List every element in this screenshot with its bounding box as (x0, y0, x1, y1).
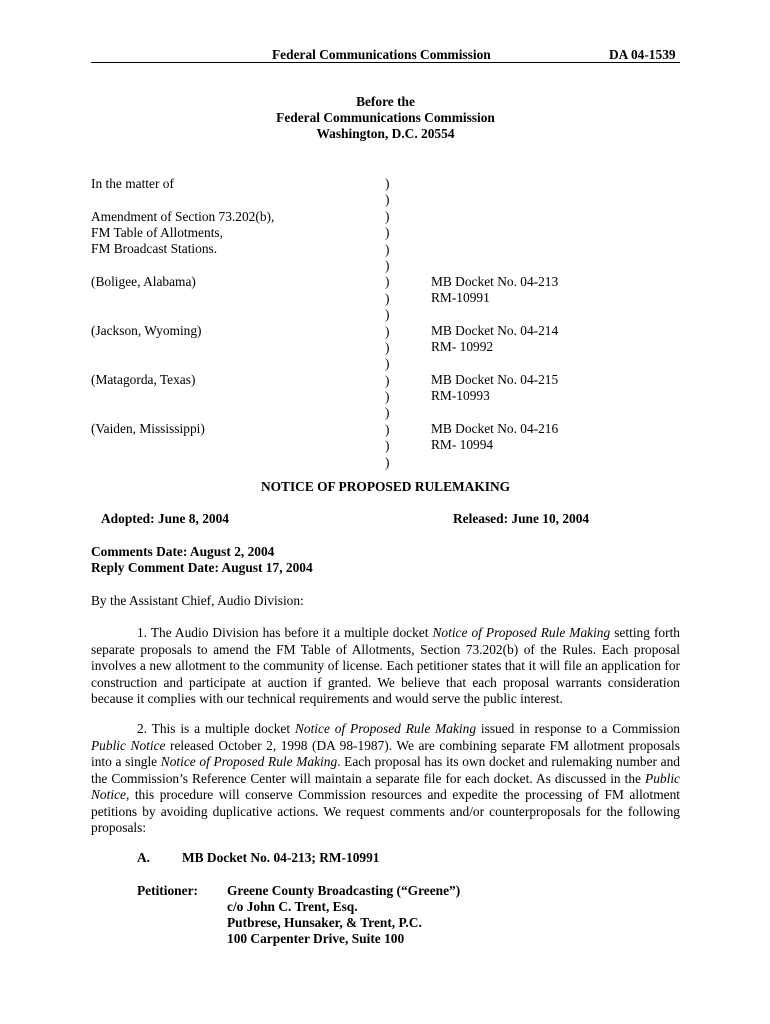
docket-boligee: MB Docket No. 04-213 (431, 274, 559, 289)
adopted-date: Adopted: June 8, 2004 (101, 511, 229, 526)
comments-date: Comments Date: August 2, 2004 (91, 544, 275, 559)
title-line-2: Federal Communications Commission (276, 110, 495, 125)
header-agency: Federal Communications Commission (272, 47, 491, 62)
paragraph-2-text: issued in response to a Commission (476, 721, 680, 736)
caption-paren: ) (385, 454, 390, 470)
caption-place-jackson: (Jackson, Wyoming) (91, 323, 202, 338)
title-line-3: Washington, D.C. 20554 (316, 126, 455, 141)
caption-paren: ) (385, 323, 390, 339)
docket-jackson: MB Docket No. 04-214 (431, 323, 559, 338)
paragraph-1-text-cont: setting forth separate proposals to amend the FM Table of Allotments, Section 73.202(b) of the Rules. Each proposal involves a new allotment to the community of license. Each petitioner states that it will file an application for construction and participate at auction if granted. We believe that each proposal warrants consideration because it complies with our technical requirements and would serve the public interest. (91, 625, 680, 706)
paragraph-1-italic: Notice of Proposed Rule Making (432, 625, 611, 640)
caption-place-matagorda: (Matagorda, Texas) (91, 372, 196, 387)
rm-matagorda: RM-10993 (431, 388, 490, 403)
caption-paren: ) (385, 208, 390, 224)
paragraph-2-text: released October 2, 1998 (DA 98-1987). We are combining separate FM allotment proposals into a single (91, 737, 680, 769)
caption-place-vaiden: (Vaiden, Mississippi) (91, 421, 205, 436)
caption-paren: ) (385, 290, 390, 306)
paragraph-2-italic: Public Notice (91, 737, 166, 753)
caption-paren: ) (385, 241, 390, 257)
paragraph-2-text: this procedure will conserve Commission resources and expedite the processing of FM allotment petitions by avoiding duplicative actions. We request comments and/or counterproposals for the following proposals: (91, 787, 680, 835)
petitioner-line-2: c/o John C. Trent, Esq. (227, 899, 358, 914)
released-date: Released: June 10, 2004 (453, 511, 590, 526)
header-docket-number: DA 04-1539 (609, 47, 676, 62)
caption-place-boligee: (Boligee, Alabama) (91, 274, 196, 289)
caption-paren: ) (385, 372, 390, 388)
caption-amendment-1: Amendment of Section 73.202(b), (91, 209, 275, 224)
caption-paren: ) (385, 192, 390, 208)
paragraph-2-text: 2. This is a multiple docket (137, 721, 295, 736)
paragraph-2 (91, 721, 680, 837)
section-a-letter: A. (137, 850, 151, 865)
petitioner-line-4: 100 Carpenter Drive, Suite 100 (227, 931, 405, 946)
caption-amendment-2: FM Table of Allotments, (91, 225, 223, 240)
title-line-1: Before the (356, 94, 415, 109)
header-rule (91, 62, 680, 63)
paragraph-2-italic: Public Notice, (91, 770, 680, 802)
caption-matter: In the matter of (91, 176, 174, 191)
petitioner-line-1: Greene County Broadcasting (“Greene”) (227, 883, 461, 898)
paragraph-1-text: 1. The Audio Division has before it a multiple docket (137, 625, 433, 640)
caption-paren: ) (385, 307, 390, 323)
caption-paren: ) (385, 274, 390, 290)
caption-parenthesis-column (385, 176, 389, 471)
paragraph-2-italic: Notice of Proposed Rule Making (294, 721, 477, 736)
caption-paren: ) (385, 225, 390, 241)
docket-vaiden: MB Docket No. 04-216 (431, 421, 559, 436)
caption-paren: ) (385, 389, 390, 405)
paragraph-2-italic: Notice of Proposed Rule Making (160, 754, 338, 769)
reply-comment-date: Reply Comment Date: August 17, 2004 (91, 560, 313, 575)
caption-paren: ) (385, 421, 390, 437)
section-a-heading: MB Docket No. 04-213; RM-10991 (182, 850, 380, 865)
caption-paren: ) (385, 176, 390, 191)
notice-title: NOTICE OF PROPOSED RULEMAKING (260, 479, 511, 494)
caption-paren: ) (385, 339, 390, 355)
paragraph-1 (91, 625, 680, 708)
caption-paren: ) (385, 356, 390, 372)
by-line: By the Assistant Chief, Audio Division: (91, 593, 304, 608)
caption-paren: ) (385, 257, 390, 273)
caption-paren: ) (385, 438, 390, 454)
petitioner-label: Petitioner: (137, 883, 198, 898)
caption-amendment-3: FM Broadcast Stations. (91, 241, 218, 256)
paragraph-2-text: . Each proposal has its own docket and rulemaking number and the Commission’s Reference Center will maintain a separate file for each docket. As discussed in the (91, 754, 680, 786)
docket-matagorda: MB Docket No. 04-215 (431, 372, 559, 387)
rm-boligee: RM-10991 (431, 290, 490, 305)
caption-paren: ) (385, 405, 390, 421)
rm-jackson: RM- 10992 (431, 339, 494, 354)
rm-vaiden: RM- 10994 (431, 437, 494, 452)
petitioner-line-3: Putbrese, Hunsaker, & Trent, P.C. (227, 915, 422, 930)
